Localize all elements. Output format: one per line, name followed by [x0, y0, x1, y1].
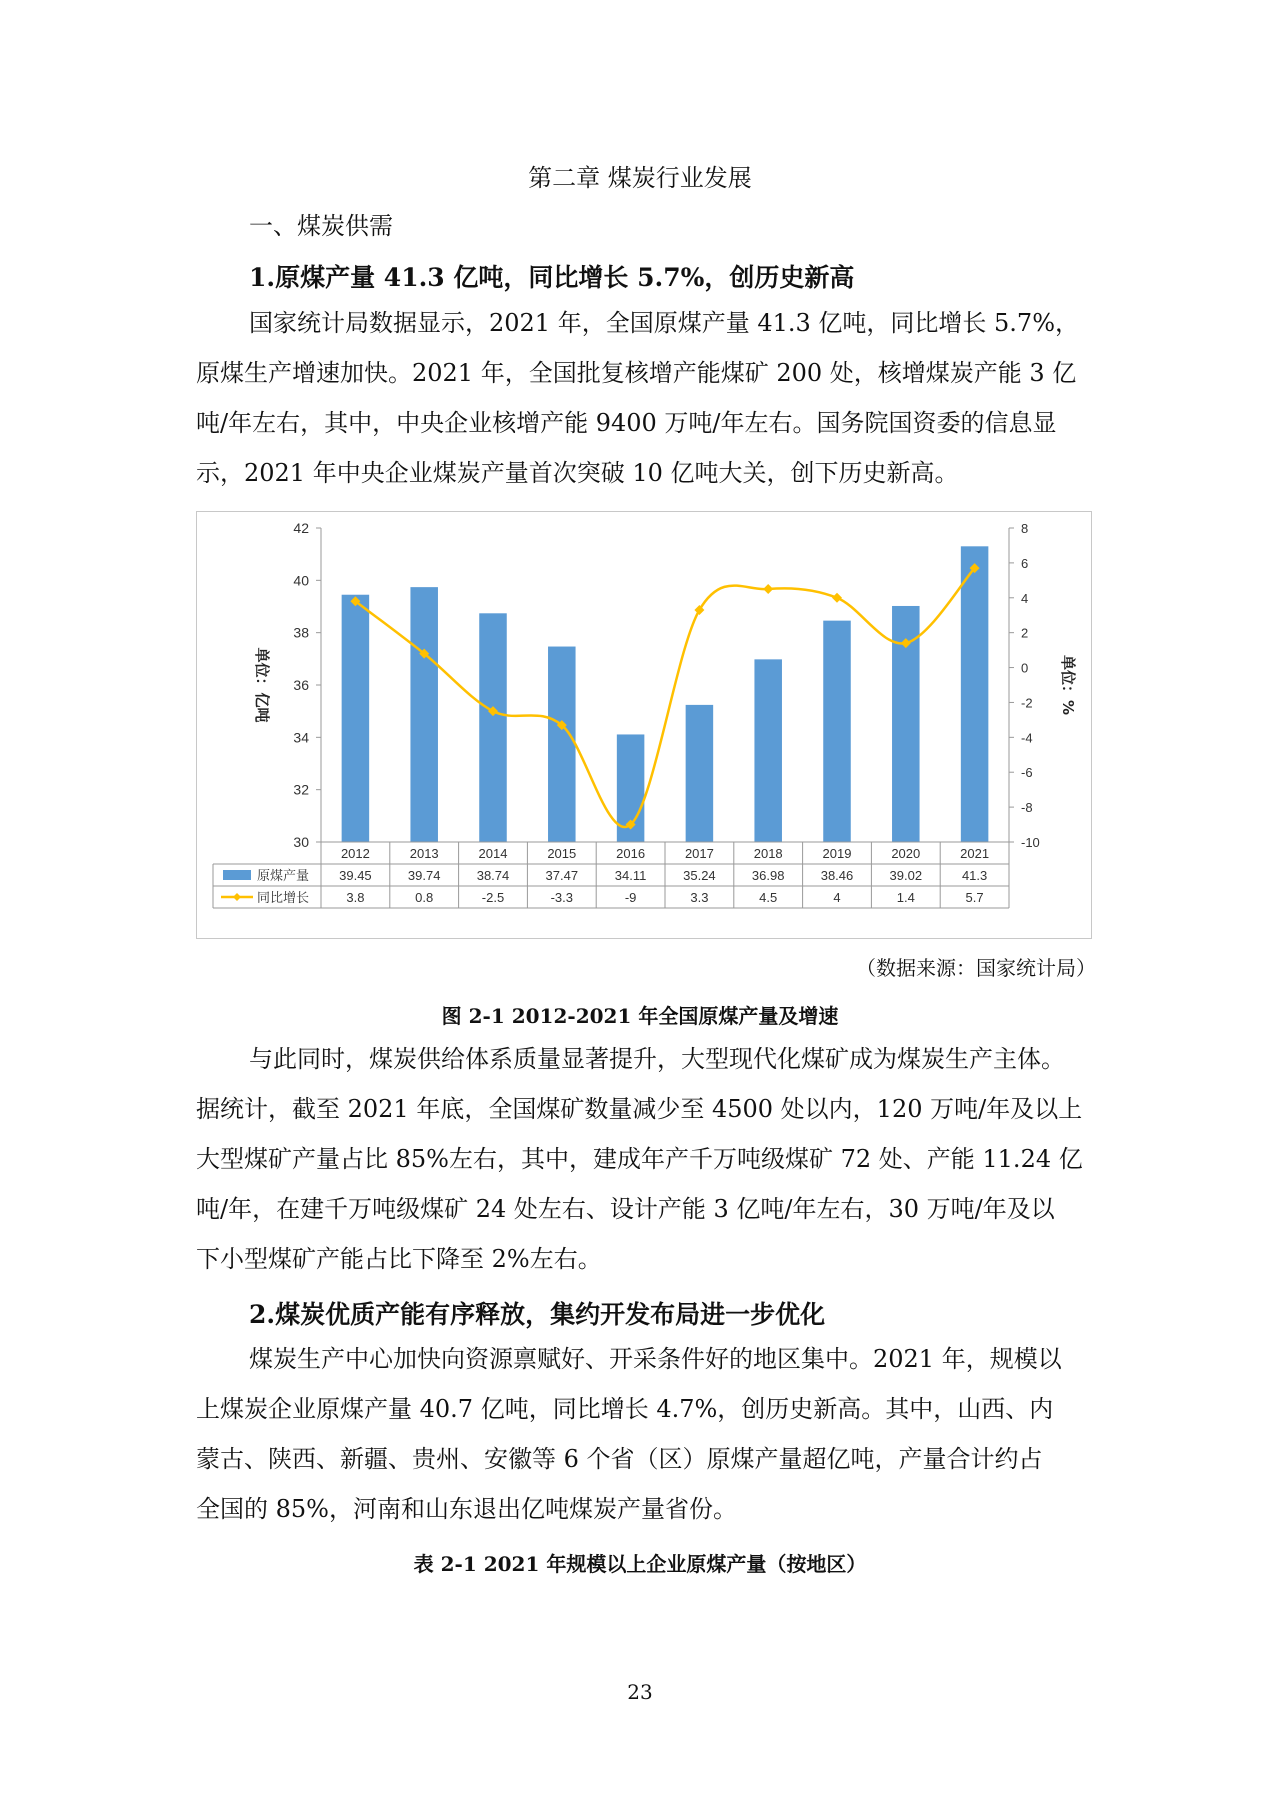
growth-value-label: 1.4	[896, 890, 915, 905]
bar-value-label: 37.47	[545, 868, 579, 883]
bar-2018	[754, 659, 782, 842]
growth-value-label: 4.5	[759, 890, 778, 905]
paragraph-3	[196, 1334, 1096, 1534]
bar-value-label: 38.74	[476, 868, 510, 883]
right-tick-label: 2	[1021, 625, 1029, 641]
left-tick-label: 34	[293, 729, 309, 746]
growth-value-label: 3.8	[346, 890, 365, 905]
growth-value-label: -2.5	[481, 890, 505, 905]
coal-production-chart	[196, 511, 1092, 939]
paragraph-line: 与此同时，煤炭供给体系质量显著提升，大型现代化煤矿成为煤炭生产主体。	[249, 1045, 1065, 1073]
category-label: 2012	[340, 846, 370, 861]
chart-svg	[197, 512, 1091, 938]
bar-2015	[548, 647, 576, 842]
legend-line-marker	[233, 893, 241, 901]
bar-value-label: 39.02	[889, 868, 923, 883]
right-tick-label: -8	[1021, 800, 1033, 816]
bar-value-label: 39.45	[339, 868, 372, 883]
right-tick-label: -6	[1021, 765, 1033, 781]
left-tick-label: 36	[293, 677, 309, 693]
left-tick-label: 40	[293, 572, 309, 589]
growth-value-label: -9	[624, 890, 637, 905]
category-label: 2016	[616, 846, 646, 861]
right-tick-label: 8	[1021, 521, 1029, 536]
bar-2017	[686, 705, 714, 842]
right-tick-label: 4	[1021, 590, 1029, 606]
paragraph-line: 示，2021 年中央企业煤炭产量首次突破 10 亿吨大关，创下历史新高。	[196, 459, 959, 487]
right-axis-title: 单位：%	[1059, 654, 1077, 716]
paragraph-line: 上煤炭企业原煤产量 40.7 亿吨，同比增长 4.7%，创历史新高。其中，山西、内	[196, 1395, 1054, 1423]
paragraph-line: 全国的 85%，河南和山东退出亿吨煤炭产量省份。	[196, 1495, 737, 1523]
growth-value-label: 0.8	[415, 890, 434, 905]
right-tick-label: -4	[1021, 730, 1033, 746]
right-tick-label: -10	[1021, 835, 1040, 850]
bar-value-label: 39.74	[407, 868, 441, 883]
legend-bar-swatch	[223, 870, 251, 880]
growth-marker-2018	[763, 584, 773, 594]
section-title: 一、煤炭供需	[249, 212, 393, 240]
right-tick-label: -2	[1021, 695, 1033, 711]
paragraph-line: 蒙古、陕西、新疆、贵州、安徽等 6 个省（区）原煤产量超亿吨，产量合计约占	[196, 1445, 1043, 1473]
page-number: 23	[627, 1680, 653, 1704]
paragraph-line: 煤炭生产中心加快向资源禀赋好、开采条件好的地区集中。2021 年，规模以	[249, 1345, 1062, 1373]
paragraph-line: 原煤生产增速加快。2021 年，全国批复核增产能煤矿 200 处，核增煤炭产能 3 亿	[196, 359, 1077, 387]
category-label: 2019	[822, 846, 852, 861]
category-label: 2014	[478, 846, 508, 861]
category-label: 2021	[960, 846, 990, 861]
left-tick-label: 30	[293, 834, 309, 850]
paragraph-line: 大型煤矿产量占比 85%左右，其中，建成年产千万吨级煤矿 72 处、产能 11.24 亿	[196, 1145, 1083, 1173]
growth-value-label: 4	[833, 890, 841, 905]
growth-marker-2019	[832, 593, 842, 603]
legend-line-label: 同比增长	[257, 891, 310, 906]
paragraph-1	[196, 298, 1096, 498]
bar-value-label: 36.98	[751, 868, 785, 883]
bar-2014	[479, 613, 507, 842]
bar-2012	[342, 595, 370, 842]
chapter-title: 第二章 煤炭行业发展	[528, 164, 752, 192]
data-source-note: （数据来源：国家统计局）	[856, 956, 1096, 980]
growth-value-label: 5.7	[965, 890, 984, 905]
right-tick-label: 0	[1021, 660, 1029, 676]
paragraph-line: 下小型煤矿产能占比下降至 2%左右。	[196, 1245, 602, 1273]
growth-line	[355, 568, 974, 827]
left-axis-title: 单位：亿吨	[253, 647, 271, 723]
paragraph-line: 吨/年，在建千万吨级煤矿 24 处左右、设计产能 3 亿吨/年左右，30 万吨/年及以	[196, 1195, 1055, 1223]
growth-value-label: -3.3	[550, 890, 574, 905]
bar-value-label: 35.24	[683, 868, 716, 883]
heading-2: 2.煤炭优质产能有序释放，集约开发布局进一步优化	[249, 1300, 826, 1329]
bar-2021	[961, 546, 989, 842]
category-label: 2020	[891, 846, 921, 861]
bar-2019	[823, 621, 851, 842]
paragraph-2	[196, 1034, 1096, 1284]
legend-bar-label: 原煤产量	[257, 869, 310, 884]
table-caption: 表 2-1 2021 年规模以上企业原煤产量（按地区）	[413, 1552, 867, 1576]
bar-value-label: 34.11	[614, 868, 647, 883]
figure-caption: 图 2-1 2012-2021 年全国原煤产量及增速	[441, 1004, 839, 1028]
bar-value-label: 38.46	[820, 868, 854, 883]
left-tick-label: 42	[293, 520, 309, 536]
bar-value-label: 41.3	[961, 868, 988, 883]
category-label: 2013	[409, 846, 439, 861]
right-tick-label: 6	[1021, 555, 1029, 571]
heading-1: 1.原煤产量 41.3 亿吨，同比增长 5.7%，创历史新高	[249, 263, 855, 292]
paragraph-line: 国家统计局数据显示，2021 年，全国原煤产量 41.3 亿吨，同比增长 5.7%，	[249, 309, 1080, 337]
category-label: 2015	[547, 846, 577, 861]
category-label: 2018	[753, 846, 783, 861]
left-tick-label: 38	[293, 624, 309, 641]
paragraph-line: 据统计，截至 2021 年底，全国煤矿数量减少至 4500 处以内，120 万吨/年及以上	[196, 1095, 1083, 1123]
category-label: 2017	[684, 846, 714, 861]
bar-2013	[410, 587, 438, 842]
left-tick-label: 32	[293, 781, 309, 798]
paragraph-line: 吨/年左右，其中，中央企业核增产能 9400 万吨/年左右。国务院国资委的信息显	[196, 409, 1057, 437]
growth-value-label: 3.3	[690, 890, 709, 905]
